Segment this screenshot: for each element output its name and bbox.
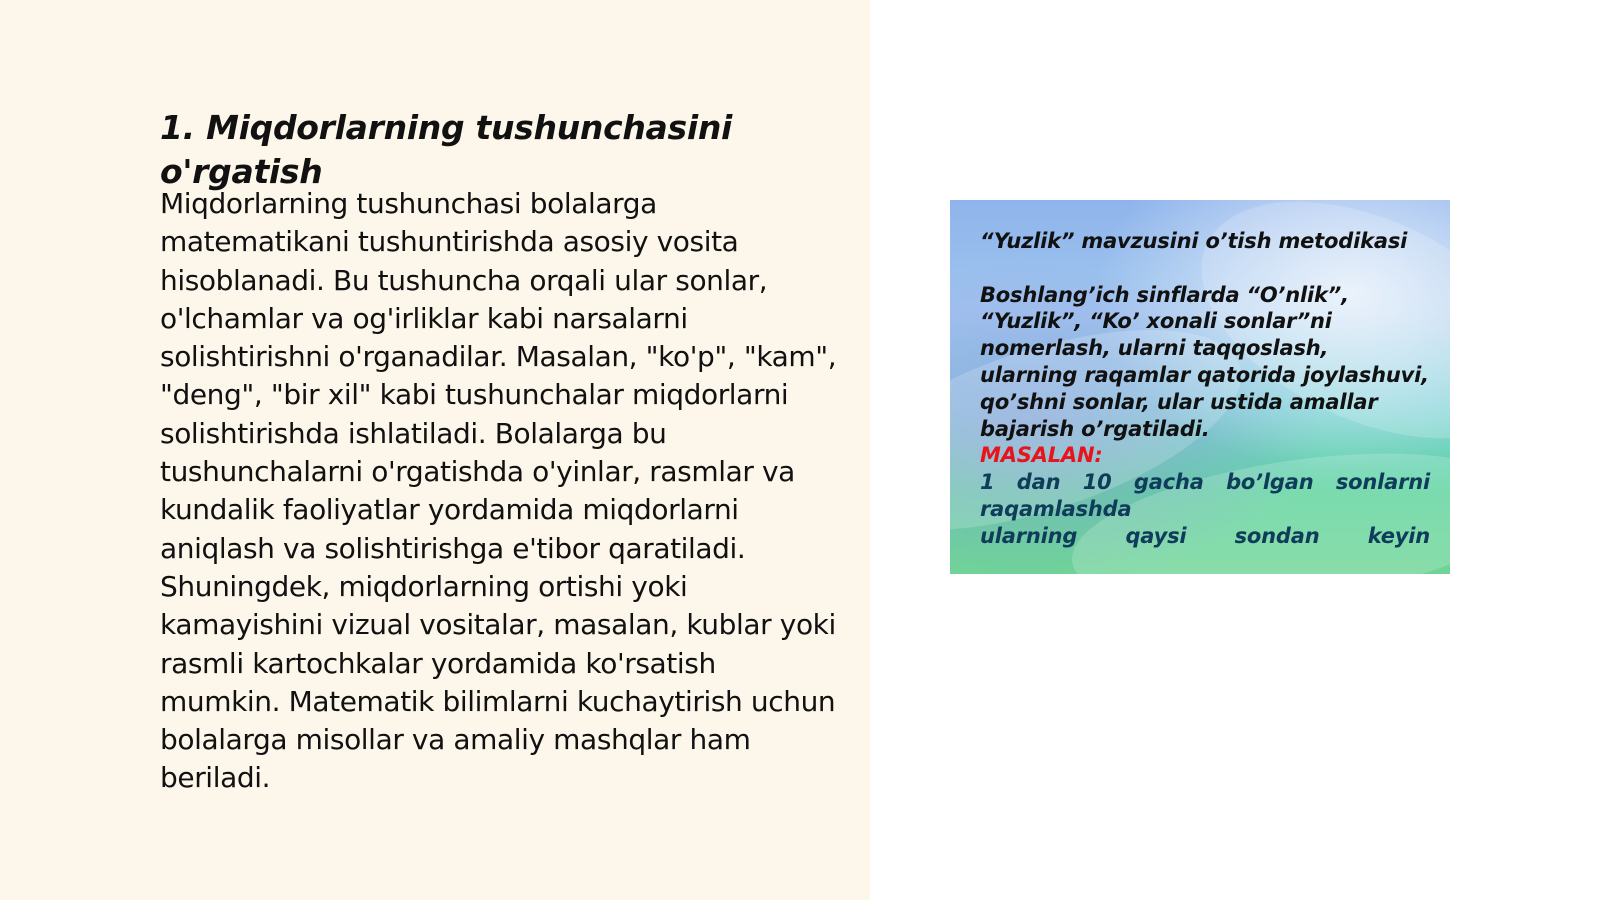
- image-paragraph: Boshlang’ich sinflarda “O’nlik”, “Yuzlik”, “Ko’ xonali sonlar”ni nomerlash, ularni taqqoslash, ularning raqamlar qatorida joylashuvi, qo’shni sonlar, ular ustida amallar bajarish o’rgatiladi.: [980, 282, 1429, 441]
- textbook-excerpt-image: [950, 200, 1450, 574]
- example-label: MASALAN:: [980, 443, 1103, 468]
- slide-body-text: Miqdorlarning tushunchasi bolalarga matematikani tushuntirishda asosiy vosita hisoblanadi. Bu tushuncha orqali ular sonlar, o'lchamlar va og'irliklar kabi narsalarni solishtirishni o'rganadilar. Masalan, "ko'p", "kam", "deng", "bir xil" kabi tushunchalar miqdorlarni solishtirishda ishlatiladi. Bolalarga bu tushunchalarni o'rgatishda o'yinlar, rasmlar va kundalik faoliyatlar yordamida miqdorlarni aniqlash va solishtirishga e'tibor qaratiladi. Shuningdek, miqdorlarning ortishi yoki kamayishini vizual vositalar, masalan, kublar yoki rasmli kartochkalar yordamida ko'rsatish mumkin. Matematik bilimlarni kuchaytirish uchun bolalarga misollar va amaliy mashqlar ham beriladi.: [160, 187, 837, 795]
- example-line: raqamlashda: [980, 496, 1132, 521]
- image-heading: “Yuzlik” mavzusini o’tish metodikasi: [980, 229, 1408, 253]
- slide-title: 1. Miqdorlarning tushunchasini o'rgatish: [160, 108, 733, 191]
- image-spacer: [980, 255, 1430, 282]
- image-text-block: [980, 228, 1430, 550]
- example-line: 1 dan 10 gacha bo’lgan sonlarni: [980, 470, 1430, 495]
- example-line: ularning qaysi sondan keyin: [980, 523, 1430, 548]
